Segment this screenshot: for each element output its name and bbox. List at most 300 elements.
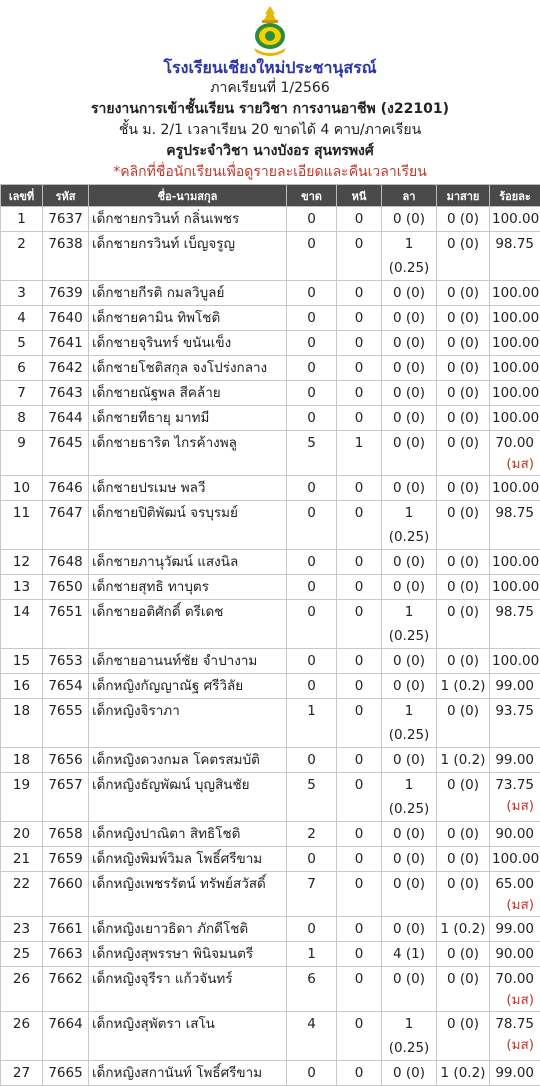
percent-value: 100.00 <box>492 554 539 570</box>
cell-absent: 0 <box>287 501 337 550</box>
percent-value: 99.00 <box>495 1065 534 1081</box>
cell-student-name <box>89 872 287 917</box>
cell-skip: 1 <box>337 431 382 476</box>
cell-absent: 5 <box>287 773 337 822</box>
cell-no: 27 <box>1 1061 43 1086</box>
table-row <box>1 748 540 773</box>
percent-value: 100.00 <box>492 360 539 376</box>
cell-student-name <box>89 699 287 748</box>
percent-value: 100.00 <box>492 480 539 496</box>
cell-leave: 0 (0) <box>382 281 437 306</box>
cell-leave: 0 (0) <box>382 872 437 917</box>
cell-absent: 0 <box>287 476 337 501</box>
cell-late: 0 (0) <box>437 967 490 1012</box>
cell-percent <box>490 575 540 600</box>
cell-late: 0 (0) <box>437 942 490 967</box>
percent-value: 100.00 <box>492 410 539 426</box>
student-name-link[interactable]: เด็กชายปรเมษ พลวี <box>92 480 205 496</box>
col-header-id: รหัส <box>43 185 89 207</box>
cell-leave: 1 (0.25) <box>382 699 437 748</box>
cell-no: 14 <box>1 600 43 649</box>
cell-no: 26 <box>1 1012 43 1061</box>
cell-skip: 0 <box>337 649 382 674</box>
cell-absent: 0 <box>287 331 337 356</box>
col-header-no: เลขที่ <box>1 185 43 207</box>
student-name-link[interactable]: เด็กชายจุรินทร์ ขนันเข็ง <box>92 335 231 351</box>
cell-late: 0 (0) <box>437 773 490 822</box>
cell-student-name <box>89 575 287 600</box>
cell-absent: 0 <box>287 1061 337 1086</box>
cell-percent <box>490 600 540 649</box>
cell-late: 0 (0) <box>437 381 490 406</box>
cell-late: 0 (0) <box>437 550 490 575</box>
cell-percent <box>490 476 540 501</box>
cell-skip: 0 <box>337 600 382 649</box>
cell-leave: 0 (0) <box>382 476 437 501</box>
cell-student-id: 7639 <box>43 281 89 306</box>
cell-skip: 0 <box>337 699 382 748</box>
cell-leave: 0 (0) <box>382 967 437 1012</box>
table-row <box>1 232 540 281</box>
cell-absent: 0 <box>287 232 337 281</box>
student-name-link[interactable]: เด็กหญิงสุพัตรา เสโน <box>92 1016 215 1032</box>
cell-absent: 0 <box>287 600 337 649</box>
cell-percent <box>490 431 540 476</box>
cell-percent <box>490 406 540 431</box>
cell-percent <box>490 1061 540 1086</box>
cell-leave: 1 (0.25) <box>382 232 437 281</box>
table-row <box>1 356 540 381</box>
cell-leave: 4 (1) <box>382 942 437 967</box>
cell-student-id: 7641 <box>43 331 89 356</box>
cell-skip: 0 <box>337 674 382 699</box>
col-header-percent: ร้อยละ <box>490 185 540 207</box>
cell-percent <box>490 356 540 381</box>
cell-skip: 0 <box>337 967 382 1012</box>
cell-skip: 0 <box>337 501 382 550</box>
cell-percent <box>490 917 540 942</box>
cell-leave: 0 (0) <box>382 331 437 356</box>
cell-absent: 7 <box>287 872 337 917</box>
cell-leave: 0 (0) <box>382 306 437 331</box>
cell-skip: 0 <box>337 476 382 501</box>
cell-percent <box>490 847 540 872</box>
cell-student-id: 7647 <box>43 501 89 550</box>
cell-skip: 0 <box>337 847 382 872</box>
cell-absent: 0 <box>287 575 337 600</box>
cell-percent <box>490 281 540 306</box>
student-name-link[interactable]: เด็กหญิงสกานันท์ โพธิ์ศรีขาม <box>92 1065 262 1081</box>
table-row <box>1 431 540 476</box>
cell-skip: 0 <box>337 281 382 306</box>
cell-late: 0 (0) <box>437 431 490 476</box>
cell-no: 15 <box>1 649 43 674</box>
table-row <box>1 550 540 575</box>
cell-leave: 0 (0) <box>382 674 437 699</box>
school-emblem-icon <box>248 4 292 56</box>
cell-student-id: 7643 <box>43 381 89 406</box>
cell-no: 10 <box>1 476 43 501</box>
cell-late: 0 (0) <box>437 575 490 600</box>
cell-no: 3 <box>1 281 43 306</box>
cell-student-name <box>89 649 287 674</box>
student-name-link[interactable]: เด็กหญิงสุพรรษา พินิจมนตรี <box>92 946 253 962</box>
student-name-link[interactable]: เด็กหญิงธัญพัฒน์ บุญสินชัย <box>92 777 250 793</box>
student-name-link[interactable]: เด็กชายณัฐพล สีคล้าย <box>92 385 221 401</box>
cell-leave: 1 (0.25) <box>382 773 437 822</box>
cell-student-name <box>89 431 287 476</box>
percent-value: 100.00 <box>492 851 539 867</box>
student-name-link[interactable]: เด็กหญิงเพชรรัตน์ ทรัพย์สวัสดิ์ <box>92 876 266 892</box>
cell-no: 20 <box>1 822 43 847</box>
cell-student-id: 7637 <box>43 207 89 232</box>
cell-percent <box>490 822 540 847</box>
cell-no: 13 <box>1 575 43 600</box>
cell-student-name <box>89 356 287 381</box>
percent-value: 65.00 <box>495 876 534 892</box>
cell-student-name <box>89 773 287 822</box>
cell-skip: 0 <box>337 381 382 406</box>
table-row <box>1 1012 540 1061</box>
cell-late: 0 (0) <box>437 649 490 674</box>
percent-value: 98.75 <box>495 505 534 521</box>
table-row <box>1 847 540 872</box>
cell-skip: 0 <box>337 773 382 822</box>
col-header-absent: ขาด <box>287 185 337 207</box>
percent-value: 100.00 <box>492 385 539 401</box>
cell-absent: 0 <box>287 306 337 331</box>
percent-value: 100.00 <box>492 653 539 669</box>
cell-absent: 0 <box>287 917 337 942</box>
cell-no: 21 <box>1 847 43 872</box>
cell-leave: 0 (0) <box>382 406 437 431</box>
ms-flag-badge: (มส) <box>492 991 534 1009</box>
table-row <box>1 1061 540 1086</box>
cell-absent: 2 <box>287 822 337 847</box>
teacher-name: ครูประจำวิชา นางบังอร สุนทรพงศ์ <box>0 141 540 162</box>
cell-student-name <box>89 476 287 501</box>
percent-value: 100.00 <box>492 310 539 326</box>
cell-student-name <box>89 281 287 306</box>
cell-no: 16 <box>1 674 43 699</box>
cell-absent: 0 <box>287 381 337 406</box>
cell-student-id: 7664 <box>43 1012 89 1061</box>
table-row <box>1 306 540 331</box>
cell-absent: 0 <box>287 550 337 575</box>
cell-student-id: 7644 <box>43 406 89 431</box>
cell-leave: 0 (0) <box>382 550 437 575</box>
cell-student-id: 7657 <box>43 773 89 822</box>
cell-student-id: 7645 <box>43 431 89 476</box>
cell-student-name <box>89 406 287 431</box>
table-row <box>1 207 540 232</box>
cell-leave: 0 (0) <box>382 207 437 232</box>
percent-value: 100.00 <box>492 579 539 595</box>
cell-student-name <box>89 1061 287 1086</box>
cell-student-name <box>89 748 287 773</box>
class-info: ชั้น ม. 2/1 เวลาเรียน 20 ขาดได้ 4 คาบ/ภาคเรียน <box>0 120 540 141</box>
cell-percent <box>490 550 540 575</box>
cell-no: 7 <box>1 381 43 406</box>
cell-percent <box>490 872 540 917</box>
cell-no: 18 <box>1 699 43 748</box>
cell-no: 22 <box>1 872 43 917</box>
cell-late: 0 (0) <box>437 281 490 306</box>
cell-skip: 0 <box>337 550 382 575</box>
student-name-link[interactable]: เด็กชายกรวินท์ กลิ่นเพชร <box>92 211 239 227</box>
cell-student-id: 7661 <box>43 917 89 942</box>
cell-student-name <box>89 381 287 406</box>
cell-late: 0 (0) <box>437 699 490 748</box>
cell-student-name <box>89 674 287 699</box>
cell-late: 0 (0) <box>437 476 490 501</box>
cell-student-id: 7659 <box>43 847 89 872</box>
cell-leave: 0 (0) <box>382 822 437 847</box>
percent-value: 90.00 <box>495 946 534 962</box>
ms-flag-badge: (มส) <box>492 896 534 914</box>
cell-student-id: 7656 <box>43 748 89 773</box>
cell-absent: 4 <box>287 1012 337 1061</box>
cell-leave: 0 (0) <box>382 847 437 872</box>
report-header <box>0 4 540 182</box>
term-label: ภาคเรียนที่ 1/2566 <box>0 78 540 99</box>
cell-skip: 0 <box>337 406 382 431</box>
col-header-late: มาสาย <box>437 185 490 207</box>
cell-student-name <box>89 232 287 281</box>
cell-no: 11 <box>1 501 43 550</box>
cell-percent <box>490 748 540 773</box>
table-row <box>1 674 540 699</box>
cell-late: 1 (0.2) <box>437 748 490 773</box>
cell-absent: 5 <box>287 431 337 476</box>
table-row <box>1 822 540 847</box>
cell-late: 0 (0) <box>437 207 490 232</box>
cell-late: 0 (0) <box>437 356 490 381</box>
cell-skip: 0 <box>337 575 382 600</box>
cell-no: 8 <box>1 406 43 431</box>
cell-percent <box>490 699 540 748</box>
percent-value: 73.75 <box>495 777 534 793</box>
click-hint: *คลิกที่ชื่อนักเรียนเพื่อดูรายละเอียดและคืนเวลาเรียน <box>0 162 540 182</box>
student-name-link[interactable]: เด็กชายกรวินท์ เบ็ญจรูญ <box>92 236 235 252</box>
student-name-link[interactable]: เด็กชายอานนท์ชัย จำปางาม <box>92 653 257 669</box>
cell-student-id: 7640 <box>43 306 89 331</box>
percent-value: 99.00 <box>495 921 534 937</box>
student-name-link[interactable]: เด็กหญิงปาณิตา สิทธิโชติ <box>92 826 240 842</box>
cell-late: 1 (0.2) <box>437 674 490 699</box>
cell-student-id: 7650 <box>43 575 89 600</box>
student-name-link[interactable]: เด็กชายคามิน ทิพโชติ <box>92 310 220 326</box>
table-row <box>1 699 540 748</box>
cell-student-name <box>89 1012 287 1061</box>
cell-absent: 0 <box>287 356 337 381</box>
cell-percent <box>490 381 540 406</box>
cell-student-name <box>89 847 287 872</box>
cell-late: 0 (0) <box>437 600 490 649</box>
cell-no: 2 <box>1 232 43 281</box>
student-name-link[interactable]: เด็กชายสุทธิ ทาบุตร <box>92 579 209 595</box>
cell-student-id: 7653 <box>43 649 89 674</box>
student-name-link[interactable]: เด็กชายโชติสกุล จงโปร่งกลาง <box>92 360 267 376</box>
cell-skip: 0 <box>337 1012 382 1061</box>
cell-leave: 1 (0.25) <box>382 1012 437 1061</box>
table-row <box>1 600 540 649</box>
table-row <box>1 773 540 822</box>
cell-student-id: 7654 <box>43 674 89 699</box>
cell-skip: 0 <box>337 872 382 917</box>
cell-student-name <box>89 917 287 942</box>
cell-student-name <box>89 331 287 356</box>
cell-late: 0 (0) <box>437 306 490 331</box>
cell-leave: 0 (0) <box>382 356 437 381</box>
cell-skip: 0 <box>337 356 382 381</box>
percent-value: 99.00 <box>495 678 534 694</box>
cell-percent <box>490 674 540 699</box>
cell-student-name <box>89 207 287 232</box>
cell-late: 1 (0.2) <box>437 917 490 942</box>
table-row <box>1 917 540 942</box>
cell-skip: 0 <box>337 232 382 281</box>
cell-late: 1 (0.2) <box>437 1061 490 1086</box>
table-row <box>1 331 540 356</box>
cell-student-id: 7660 <box>43 872 89 917</box>
col-header-skip: หนี <box>337 185 382 207</box>
student-name-link[interactable]: เด็กหญิงดวงกมล โคตรสมบัติ <box>92 752 260 768</box>
table-row <box>1 381 540 406</box>
attendance-table <box>0 184 540 1086</box>
cell-no: 26 <box>1 967 43 1012</box>
cell-late: 0 (0) <box>437 1012 490 1061</box>
cell-student-id: 7646 <box>43 476 89 501</box>
col-header-name: ชื่อ-นามสกุล <box>89 185 287 207</box>
cell-student-id: 7651 <box>43 600 89 649</box>
table-header-row <box>1 185 540 207</box>
cell-absent: 0 <box>287 649 337 674</box>
cell-no: 25 <box>1 942 43 967</box>
student-name-link[interactable]: เด็กหญิงกัญญาณัฐ ศรีวิลัย <box>92 678 243 694</box>
cell-leave: 0 (0) <box>382 917 437 942</box>
table-row <box>1 281 540 306</box>
cell-percent <box>490 232 540 281</box>
percent-value: 100.00 <box>492 335 539 351</box>
student-name-link[interactable]: เด็กหญิงพิมพ์วิมล โพธิ์ศรีขาม <box>92 851 262 867</box>
cell-absent: 0 <box>287 674 337 699</box>
cell-no: 4 <box>1 306 43 331</box>
cell-no: 18 <box>1 748 43 773</box>
cell-student-name <box>89 306 287 331</box>
cell-late: 0 (0) <box>437 872 490 917</box>
cell-percent <box>490 501 540 550</box>
cell-absent: 0 <box>287 207 337 232</box>
cell-student-id: 7655 <box>43 699 89 748</box>
cell-student-id: 7648 <box>43 550 89 575</box>
student-name-link[interactable]: เด็กชายปิติพัฒน์ จรบุรมย์ <box>92 505 238 521</box>
cell-leave: 1 (0.25) <box>382 501 437 550</box>
percent-value: 100.00 <box>492 211 539 227</box>
cell-no: 1 <box>1 207 43 232</box>
cell-student-id: 7658 <box>43 822 89 847</box>
cell-skip: 0 <box>337 306 382 331</box>
student-name-link[interactable]: เด็กหญิงจิราภา <box>92 703 180 719</box>
cell-skip: 0 <box>337 942 382 967</box>
percent-value: 70.00 <box>495 971 534 987</box>
cell-absent: 1 <box>287 699 337 748</box>
cell-absent: 6 <box>287 967 337 1012</box>
cell-percent <box>490 967 540 1012</box>
cell-percent <box>490 1012 540 1061</box>
cell-no: 9 <box>1 431 43 476</box>
student-name-link[interactable]: เด็กชายทีธายุ มาทมี <box>92 410 209 426</box>
table-row <box>1 967 540 1012</box>
table-body <box>1 207 540 1086</box>
col-header-leave: ลา <box>382 185 437 207</box>
cell-student-id: 7665 <box>43 1061 89 1086</box>
cell-student-name <box>89 967 287 1012</box>
cell-leave: 0 (0) <box>382 381 437 406</box>
school-name: โรงเรียนเชียงใหม่ประชานุสรณ์ <box>0 58 540 78</box>
cell-percent <box>490 207 540 232</box>
cell-absent: 0 <box>287 281 337 306</box>
student-name-link[interactable]: เด็กชายอติศักดิ์ ตรีเดช <box>92 604 223 620</box>
cell-student-name <box>89 600 287 649</box>
cell-skip: 0 <box>337 1061 382 1086</box>
cell-absent: 0 <box>287 847 337 872</box>
cell-skip: 0 <box>337 207 382 232</box>
cell-late: 0 (0) <box>437 501 490 550</box>
percent-value: 98.75 <box>495 604 534 620</box>
cell-skip: 0 <box>337 331 382 356</box>
percent-value: 93.75 <box>495 703 534 719</box>
cell-student-id: 7662 <box>43 967 89 1012</box>
cell-no: 6 <box>1 356 43 381</box>
percent-value: 99.00 <box>495 752 534 768</box>
cell-late: 0 (0) <box>437 406 490 431</box>
percent-value: 70.00 <box>495 435 534 451</box>
report-title: รายงานการเข้าชั้นเรียน รายวิชา การงานอาชีพ (ง22101) <box>0 99 540 120</box>
percent-value: 90.00 <box>495 826 534 842</box>
table-row <box>1 649 540 674</box>
student-name-link[interactable]: เด็กหญิงจุรีรา แก้วจันทร์ <box>92 971 233 987</box>
table-row <box>1 406 540 431</box>
cell-percent <box>490 773 540 822</box>
cell-absent: 0 <box>287 748 337 773</box>
cell-leave: 0 (0) <box>382 1061 437 1086</box>
cell-no: 23 <box>1 917 43 942</box>
student-name-link[interactable]: เด็กหญิงเยาวธิดา ภักดีโชติ <box>92 921 248 937</box>
student-name-link[interactable]: เด็กชายกีรติ กมลวิบูลย์ <box>92 285 224 301</box>
table-row <box>1 942 540 967</box>
cell-late: 0 (0) <box>437 822 490 847</box>
student-name-link[interactable]: เด็กชายภานุวัฒน์ แสงนิล <box>92 554 238 570</box>
cell-absent: 0 <box>287 406 337 431</box>
table-row <box>1 872 540 917</box>
ms-flag-badge: (มส) <box>492 797 534 815</box>
cell-leave: 0 (0) <box>382 431 437 476</box>
cell-no: 12 <box>1 550 43 575</box>
cell-percent <box>490 942 540 967</box>
student-name-link[interactable]: เด็กชายธาริต ไกรค้างพลู <box>92 435 237 451</box>
cell-student-name <box>89 822 287 847</box>
cell-absent: 1 <box>287 942 337 967</box>
cell-no: 5 <box>1 331 43 356</box>
table-row <box>1 501 540 550</box>
cell-student-id: 7638 <box>43 232 89 281</box>
cell-percent <box>490 306 540 331</box>
cell-student-id: 7663 <box>43 942 89 967</box>
ms-flag-badge: (มส) <box>492 455 534 473</box>
cell-percent <box>490 649 540 674</box>
cell-late: 0 (0) <box>437 847 490 872</box>
